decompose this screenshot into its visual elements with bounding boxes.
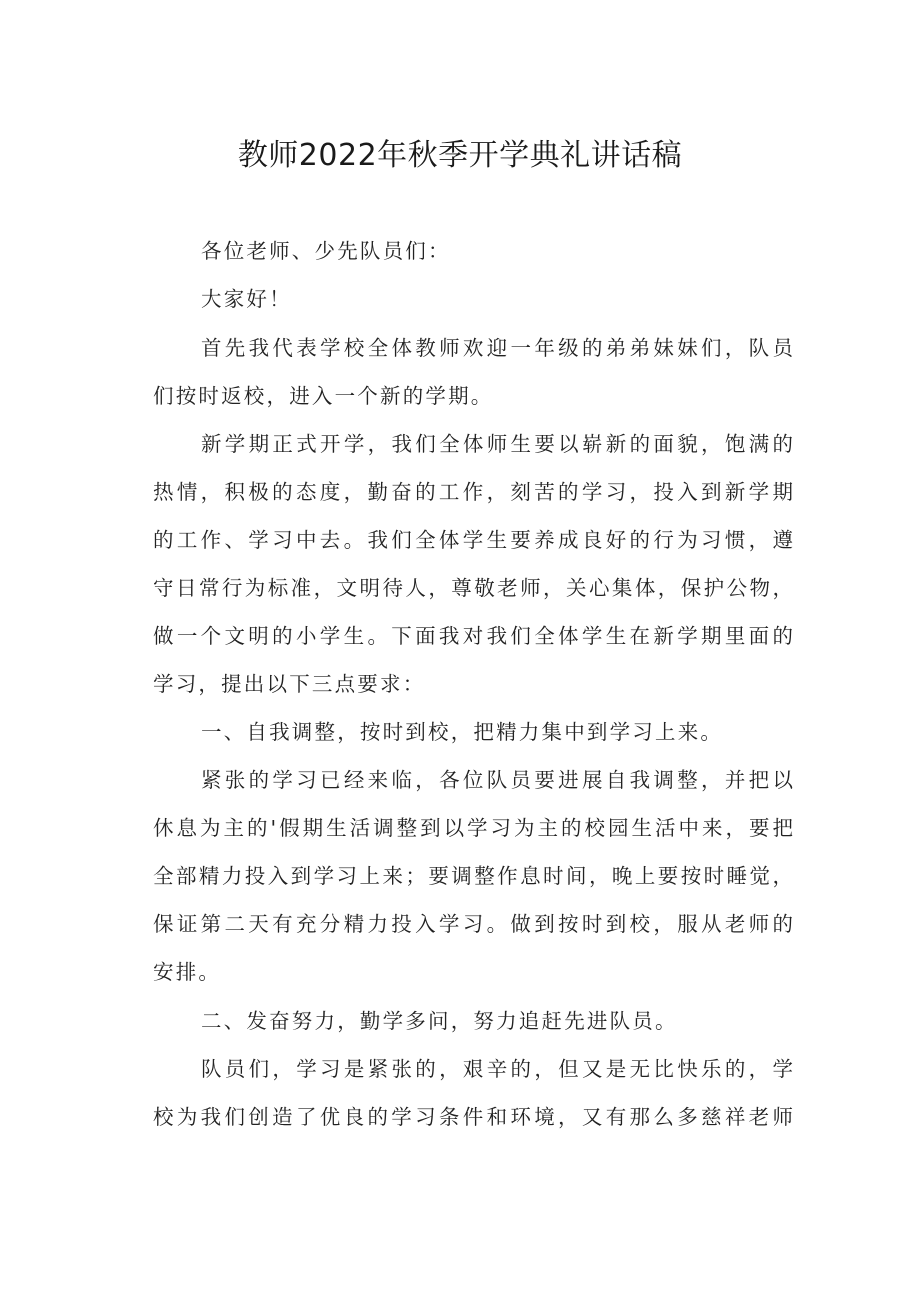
text-line: 做一个文明的小学生。下面我对我们全体学生在新学期里面的 [153, 624, 793, 648]
text-line: 的工作、学习中去。我们全体学生要养成良好的行为习惯，遵 [153, 528, 793, 552]
text-line: 新学期正式开学，我们全体师生要以崭新的面貌，饱满的 [201, 432, 793, 456]
section-heading: 二、发奋努力，勤学多问，努力追赶先进队员。 [201, 1009, 678, 1033]
text-line: 各位老师、少先队员们： [201, 239, 451, 263]
document-title: 教师2022年秋季开学典礼讲话稿 [237, 138, 683, 173]
text-line: 守日常行为标准，文明待人，尊敬老师，关心集体，保护公物， [153, 576, 793, 600]
text-line: 紧张的学习已经来临，各位队员要进展自我调整，并把以 [201, 768, 793, 792]
text-line: 校为我们创造了优良的学习条件和环境，又有那么多慈祥老师 [153, 1105, 793, 1129]
text-line: 首先我代表学校全体教师欢迎一年级的弟弟妹妹们，队员 [201, 336, 793, 360]
text-line: 们按时返校，进入一个新的学期。 [153, 384, 494, 408]
section-heading: 一、自我调整，按时到校，把精力集中到学习上来。 [201, 720, 724, 744]
text-line: 休息为主的'假期生活调整到以学习为主的校园生活中来，要把 [153, 816, 793, 840]
text-line: 安排。 [153, 960, 222, 984]
text-line: 队员们，学习是紧张的，艰辛的，但又是无比快乐的，学 [201, 1057, 793, 1081]
text-line: 学习，提出以下三点要求： [153, 672, 426, 696]
text-line: 大家好！ [201, 287, 292, 311]
text-line: 热情，积极的态度，勤奋的工作，刻苦的学习，投入到新学期 [153, 480, 793, 504]
text-line: 保证第二天有充分精力投入学习。做到按时到校，服从老师的 [153, 912, 793, 936]
text-line: 全部精力投入到学习上来；要调整作息时间，晚上要按时睡觉， [153, 864, 793, 888]
